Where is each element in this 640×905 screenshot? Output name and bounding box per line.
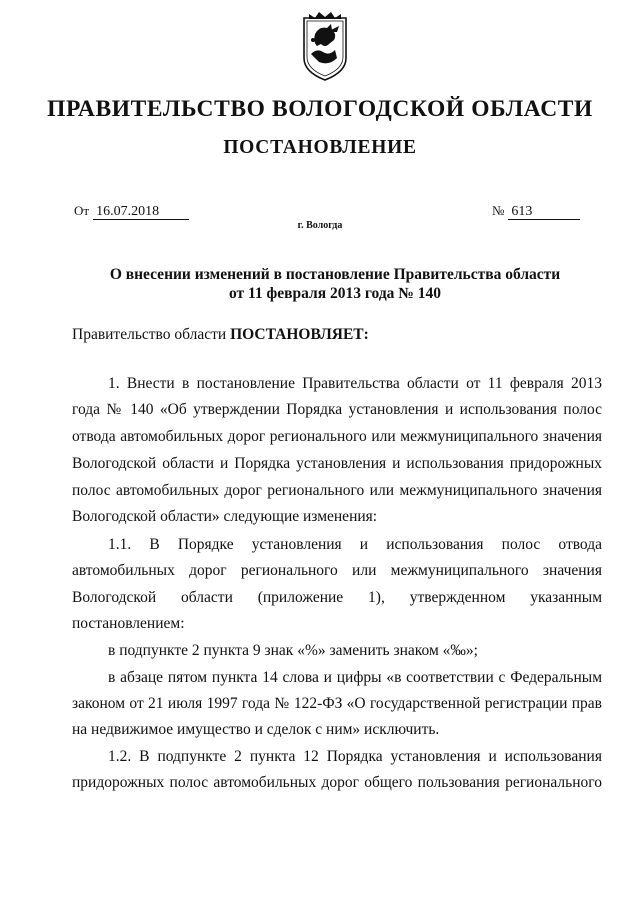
number-field [492, 203, 580, 220]
paragraph-1-line-2: года № 140 «Об утверждении Порядка установления и использования полос [72, 401, 602, 418]
date-prefix: От [74, 203, 90, 218]
resolves-prefix: Правительство области [72, 326, 231, 343]
paragraph-1-line-5: полос автомобильных дорог регионального или межмуниципального значения [72, 482, 602, 499]
paragraph-1-1-line-1: 1.1. В Порядке установления и использования полос отвода [108, 536, 602, 553]
paragraph-1-1-line-4: постановлением: [72, 615, 185, 632]
date-field [74, 203, 189, 220]
paragraph-1-line-6: Вологодской области» следующие изменения: [72, 508, 378, 525]
document-subject [0, 265, 640, 303]
resolves-keyword: ПОСТАНОВЛЯЕТ: [230, 326, 369, 343]
paragraph-1-1-b-line-2: законом от 21 июля 1997 года № 122-ФЗ «О государственной регистрации прав [72, 695, 602, 712]
paragraph-1-line-1: 1. Внести в постановление Правительства области от 11 февраля 2013 [108, 375, 602, 392]
city-label: г. Вологда [297, 220, 343, 231]
paragraph-1-1-b-line-3: на недвижимое имущество и сделок с ним» исключить. [72, 721, 440, 738]
paragraph-1-1-a: в подпункте 2 пункта 9 знак «%» заменить знаком «‰»; [108, 642, 478, 659]
date-value: 16.07.2018 [93, 204, 189, 220]
paragraph-1-line-3: отвода автомобильных дорог регионального или межмуниципального значения [72, 428, 602, 445]
paragraph-1-1-line-2: автомобильных дорог регионального или межмуниципального значения [72, 562, 602, 579]
resolves-line [72, 326, 369, 344]
paragraph-1-1-b-line-1: в абзаце пятом пункта 14 слова и цифры «в соответствии с Федеральным [108, 669, 602, 686]
paragraph-1-line-4: Вологодской области и Порядка установления и использования придорожных [72, 455, 602, 472]
paragraph-1-1-line-3: Вологодской области (приложение 1), утвержденном указанным [72, 589, 602, 606]
coat-of-arms-emblem [301, 10, 349, 84]
paragraph-1-2-line-1: 1.2. В подпункте 2 пункта 12 Порядка установления и использования [108, 748, 602, 765]
number-value: 613 [508, 204, 580, 220]
subject-line-1: О внесении изменений в постановление Правительства области [109, 266, 561, 283]
subject-line-2: от 11 февраля 2013 года № 140 [229, 285, 441, 302]
number-prefix: № [492, 203, 505, 218]
paragraph-1-2-line-2: придорожных полос автомобильных дорог общего пользования регионального [72, 774, 602, 791]
document-type-heading: ПОСТАНОВЛЕНИЕ [223, 137, 417, 158]
government-title: ПРАВИТЕЛЬСТВО ВОЛОГОДСКОЙ ОБЛАСТИ [47, 96, 593, 122]
